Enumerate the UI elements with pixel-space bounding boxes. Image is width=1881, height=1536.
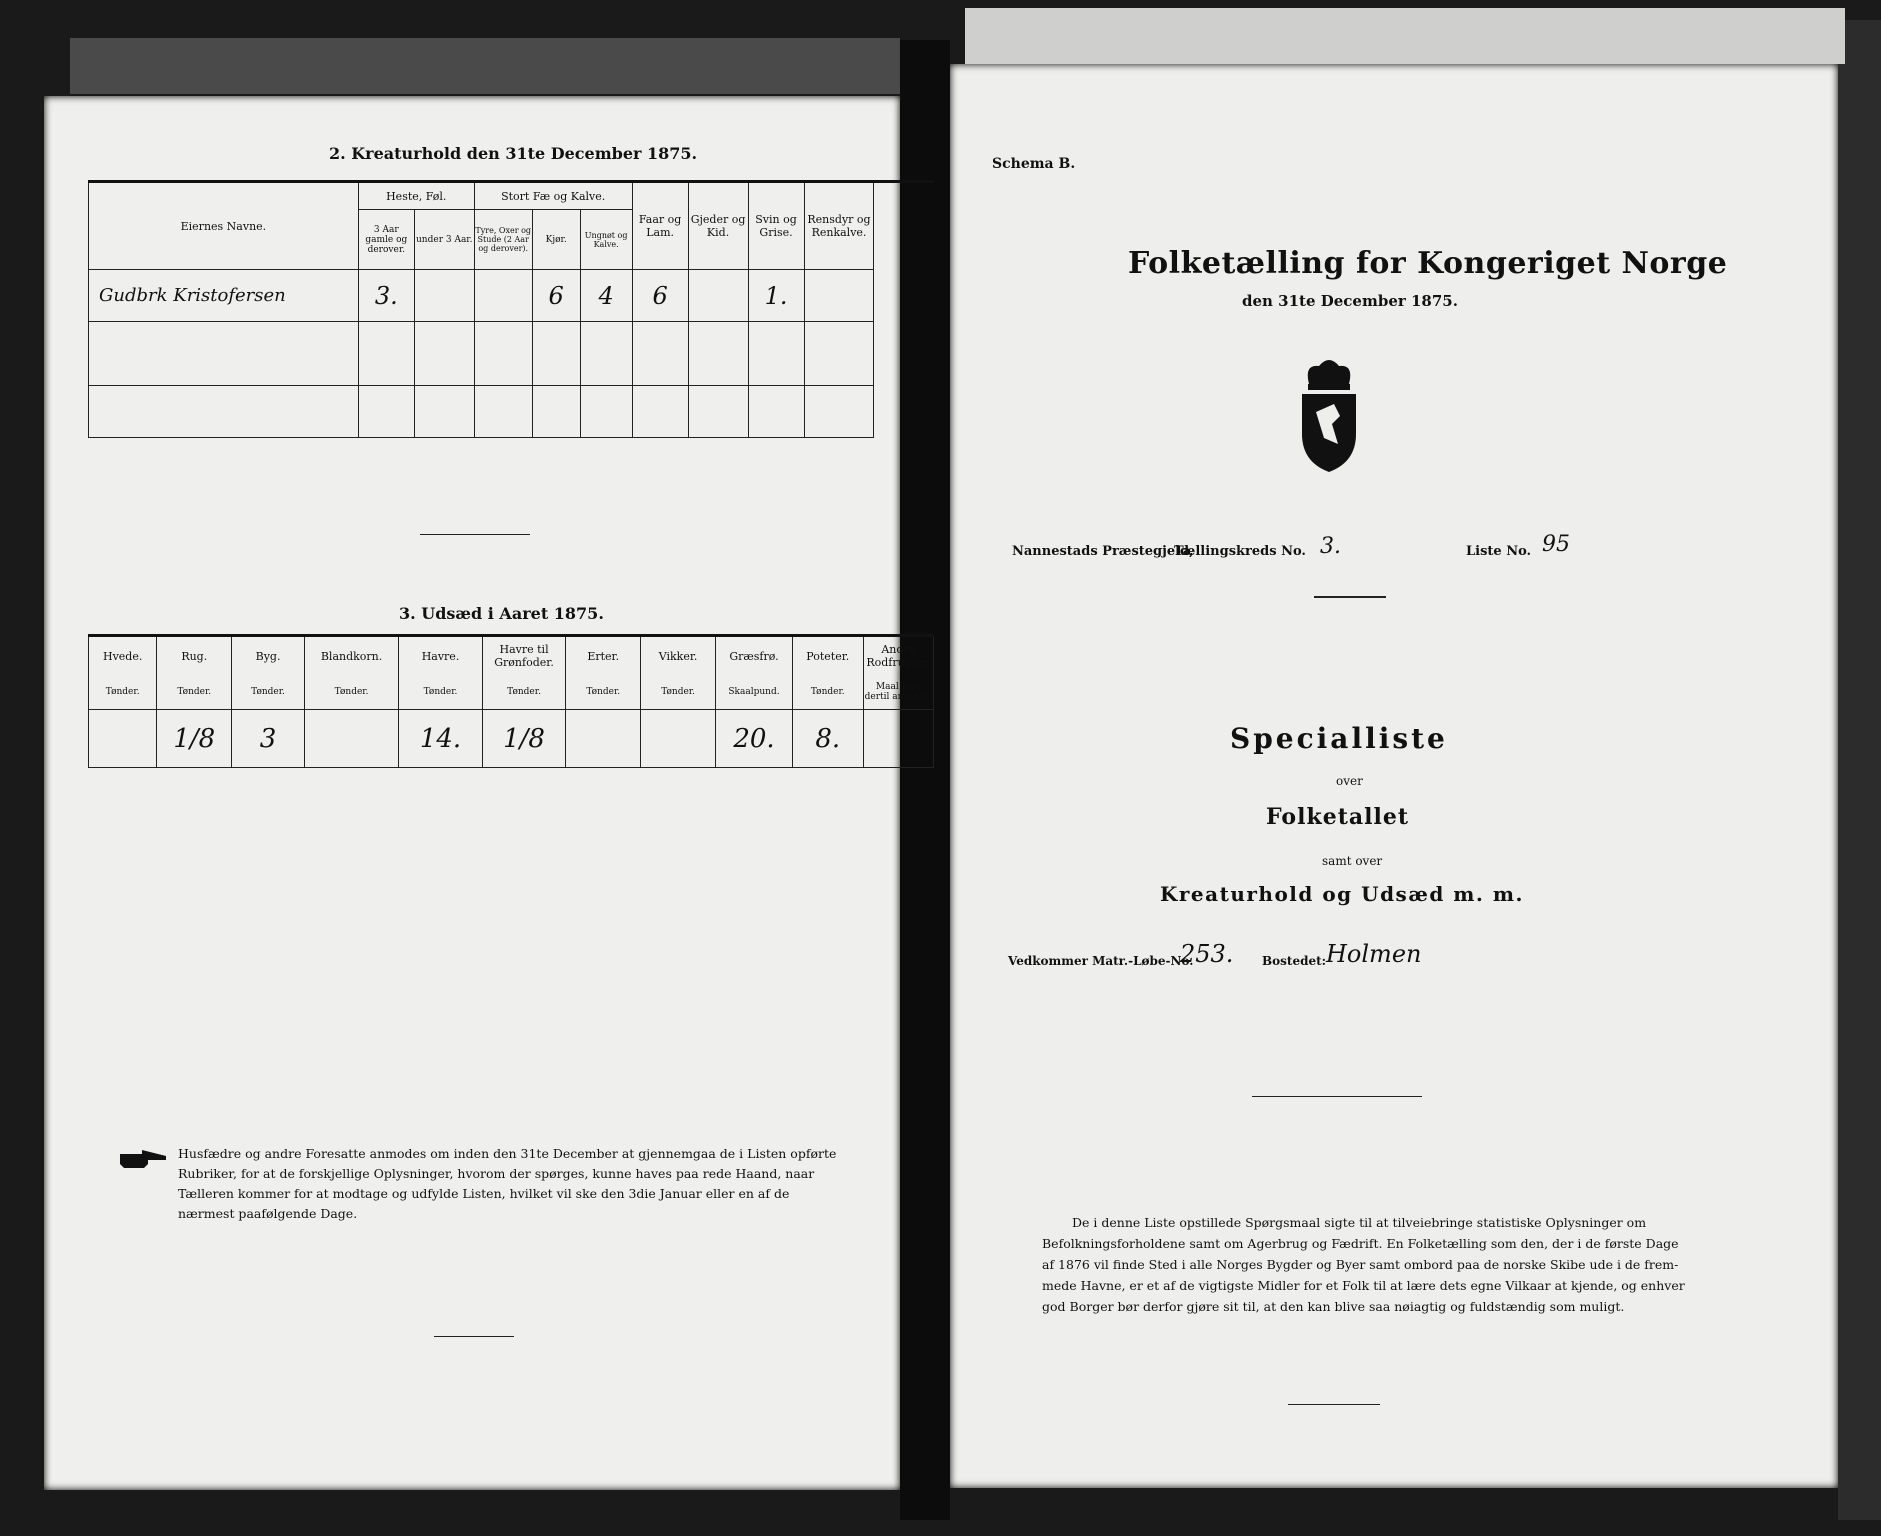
svin-header: Svin og Grise.: [748, 182, 804, 270]
specialliste-heading: Specialliste: [1230, 722, 1448, 755]
right-page: [950, 64, 1838, 1488]
ungnot-header: Ungnøt og Kalve.: [580, 210, 632, 270]
seed-value-cell: 20.: [716, 710, 793, 768]
seed-unit-cell: Tønder.: [157, 676, 232, 710]
seed-value-cell: [566, 710, 641, 768]
seed-header-cell: Byg.: [232, 636, 305, 676]
seed-unit-cell: Maal Jord dertil anvendt.: [863, 676, 933, 710]
info-line: af 1876 vil finde Sted i alle Norges Bygder og Byer samt ombord paa de norske Skibe ude i de frem-: [1042, 1257, 1679, 1272]
census-title: Folketælling for Kongeriget Norge: [1128, 246, 1728, 281]
seed-value-cell: 8.: [793, 710, 864, 768]
table-row: [89, 270, 935, 322]
heste-3aar-cell: 3.: [358, 270, 414, 322]
heste-under3-cell: [414, 270, 474, 322]
right-edge-strip: [1838, 20, 1881, 1520]
seed-table: [88, 634, 934, 768]
section3-title: 3. Udsæd i Aaret 1875.: [399, 604, 604, 623]
seed-unit-cell: Tønder.: [304, 676, 398, 710]
samt-over-text: samt over: [1322, 854, 1383, 868]
info-line: Befolkningsforholdene samt om Agerbrug og Fædrift. En Folketælling som den, der i de første Dage: [1042, 1236, 1679, 1251]
seed-header-cell: Vikker.: [641, 636, 716, 676]
rensdyr-cell: [804, 270, 874, 322]
seed-value-cell: 1/8: [482, 710, 566, 768]
bostedet-value: Holmen: [1326, 940, 1422, 968]
seed-header-cell: Havre.: [399, 636, 483, 676]
notice-text: [178, 1144, 888, 1224]
over-text: over: [1336, 774, 1363, 788]
seed-unit-cell: Tønder.: [566, 676, 641, 710]
seed-header-cell: Poteter.: [793, 636, 864, 676]
seed-value-cell: 3: [232, 710, 305, 768]
info-line: god Borger bør derfor gjøre sit til, at den kan blive saa nøiagtig og fuldstændig som muligt.: [1042, 1299, 1625, 1314]
table-row: [89, 322, 935, 386]
census-date: den 31te December 1875.: [1242, 292, 1458, 310]
seed-value-cell: [89, 710, 157, 768]
seed-unit-cell: Tønder.: [232, 676, 305, 710]
livestock-table: [88, 180, 934, 438]
seed-unit-cell: Skaalpund.: [716, 676, 793, 710]
seed-value-cell: [641, 710, 716, 768]
notice-line: Tælleren kommer for at modtage og udfylde Listen, hvilket vil ske den 3die Januar eller en af de: [178, 1186, 790, 1201]
owner-header: Eiernes Navne.: [89, 182, 359, 270]
liste-number: 95: [1542, 532, 1570, 557]
divider: [434, 1336, 514, 1337]
notice-line: Husfædre og andre Foresatte anmodes om inden den 31te December at gjennemgaa de i Listen opførte: [178, 1146, 837, 1161]
seed-header-cell: Andre Rodfrugter.: [863, 636, 933, 676]
heste-under3-header: under 3 Aar.: [414, 210, 474, 270]
kjor-cell: 6: [532, 270, 580, 322]
pointing-hand-icon: [118, 1148, 170, 1170]
seed-value-cell: [863, 710, 933, 768]
heste-group-header: Heste, Føl.: [358, 182, 474, 210]
seed-unit-cell: Tønder.: [399, 676, 483, 710]
background-top-strip: [70, 38, 900, 94]
seed-header-cell: Blandkorn.: [304, 636, 398, 676]
storfe-group-header: Stort Fæ og Kalve.: [474, 182, 632, 210]
kreaturhold-heading: Kreaturhold og Udsæd m. m.: [1160, 882, 1524, 906]
divider: [1252, 1096, 1422, 1097]
tyre-header: Tyre, Oxer og Stude (2 Aar og derover).: [474, 210, 532, 270]
notice-line: Rubriker, for at de forskjellige Oplysninger, hvorom der spørges, kunne haves paa rede Haand, naar: [178, 1166, 815, 1181]
table-row: [89, 386, 935, 438]
seed-header-cell: Erter.: [566, 636, 641, 676]
faar-cell: 6: [632, 270, 688, 322]
seed-value-cell: 1/8: [157, 710, 232, 768]
info-line: mede Havne, er et af de vigtigste Midler for et Folk til at lære dets egne Vilkaar at kjende, og enhver: [1042, 1278, 1685, 1293]
gjeder-header: Gjeder og Kid.: [688, 182, 748, 270]
seed-unit-cell: Tønder.: [641, 676, 716, 710]
rensdyr-header: Rensdyr og Renkalve.: [804, 182, 874, 270]
tellingskreds-number: 3.: [1320, 534, 1341, 559]
seed-value-cell: [304, 710, 398, 768]
matr-label: Vedkommer Matr.-Løbe-No.: [1008, 954, 1194, 968]
svin-cell: 1.: [748, 270, 804, 322]
seed-value-cell: 14.: [399, 710, 483, 768]
notice-line: nærmest paafølgende Dage.: [178, 1206, 358, 1221]
faar-header: Faar og Lam.: [632, 182, 688, 270]
owner-name-cell: Gudbrk Kristofersen: [89, 270, 359, 322]
seed-header-cell: Havre til Grønfoder.: [482, 636, 566, 676]
section2-title: 2. Kreaturhold den 31te December 1875.: [329, 144, 698, 163]
divider: [1288, 1404, 1380, 1405]
seed-header-cell: Hvede.: [89, 636, 157, 676]
schema-label: Schema B.: [992, 156, 1076, 172]
ungnot-cell: 4: [580, 270, 632, 322]
divider: [420, 534, 530, 535]
divider: [1314, 596, 1386, 598]
seed-header-cell: Rug.: [157, 636, 232, 676]
info-text: [1042, 1212, 1802, 1317]
seed-header-cell: Græsfrø.: [716, 636, 793, 676]
table-row: [89, 710, 934, 768]
matr-number: 253.: [1180, 940, 1234, 968]
tyre-cell: [474, 270, 532, 322]
info-line: De i denne Liste opstillede Spørgsmaal sigte til at tilveiebringe statistiske Oplysninger om: [1072, 1215, 1647, 1230]
liste-label: Liste No.: [1466, 544, 1532, 559]
prestegjeld: Nannestads Præstegjeld,: [1012, 544, 1194, 559]
kjor-header: Kjør.: [532, 210, 580, 270]
left-page: [44, 96, 932, 1490]
heste-3aar-header: 3 Aar gamle og derover.: [358, 210, 414, 270]
bostedet-label: Bostedet:: [1262, 954, 1327, 968]
tellingskreds-label: Tællingskreds No.: [1174, 544, 1306, 559]
right-page-backing: [965, 8, 1845, 64]
seed-unit-cell: Tønder.: [482, 676, 566, 710]
seed-unit-cell: Tønder.: [89, 676, 157, 710]
gjeder-cell: [688, 270, 748, 322]
coat-of-arms-icon: [1294, 354, 1364, 478]
seed-unit-cell: Tønder.: [793, 676, 864, 710]
folketallet-heading: Folketallet: [1266, 804, 1409, 830]
